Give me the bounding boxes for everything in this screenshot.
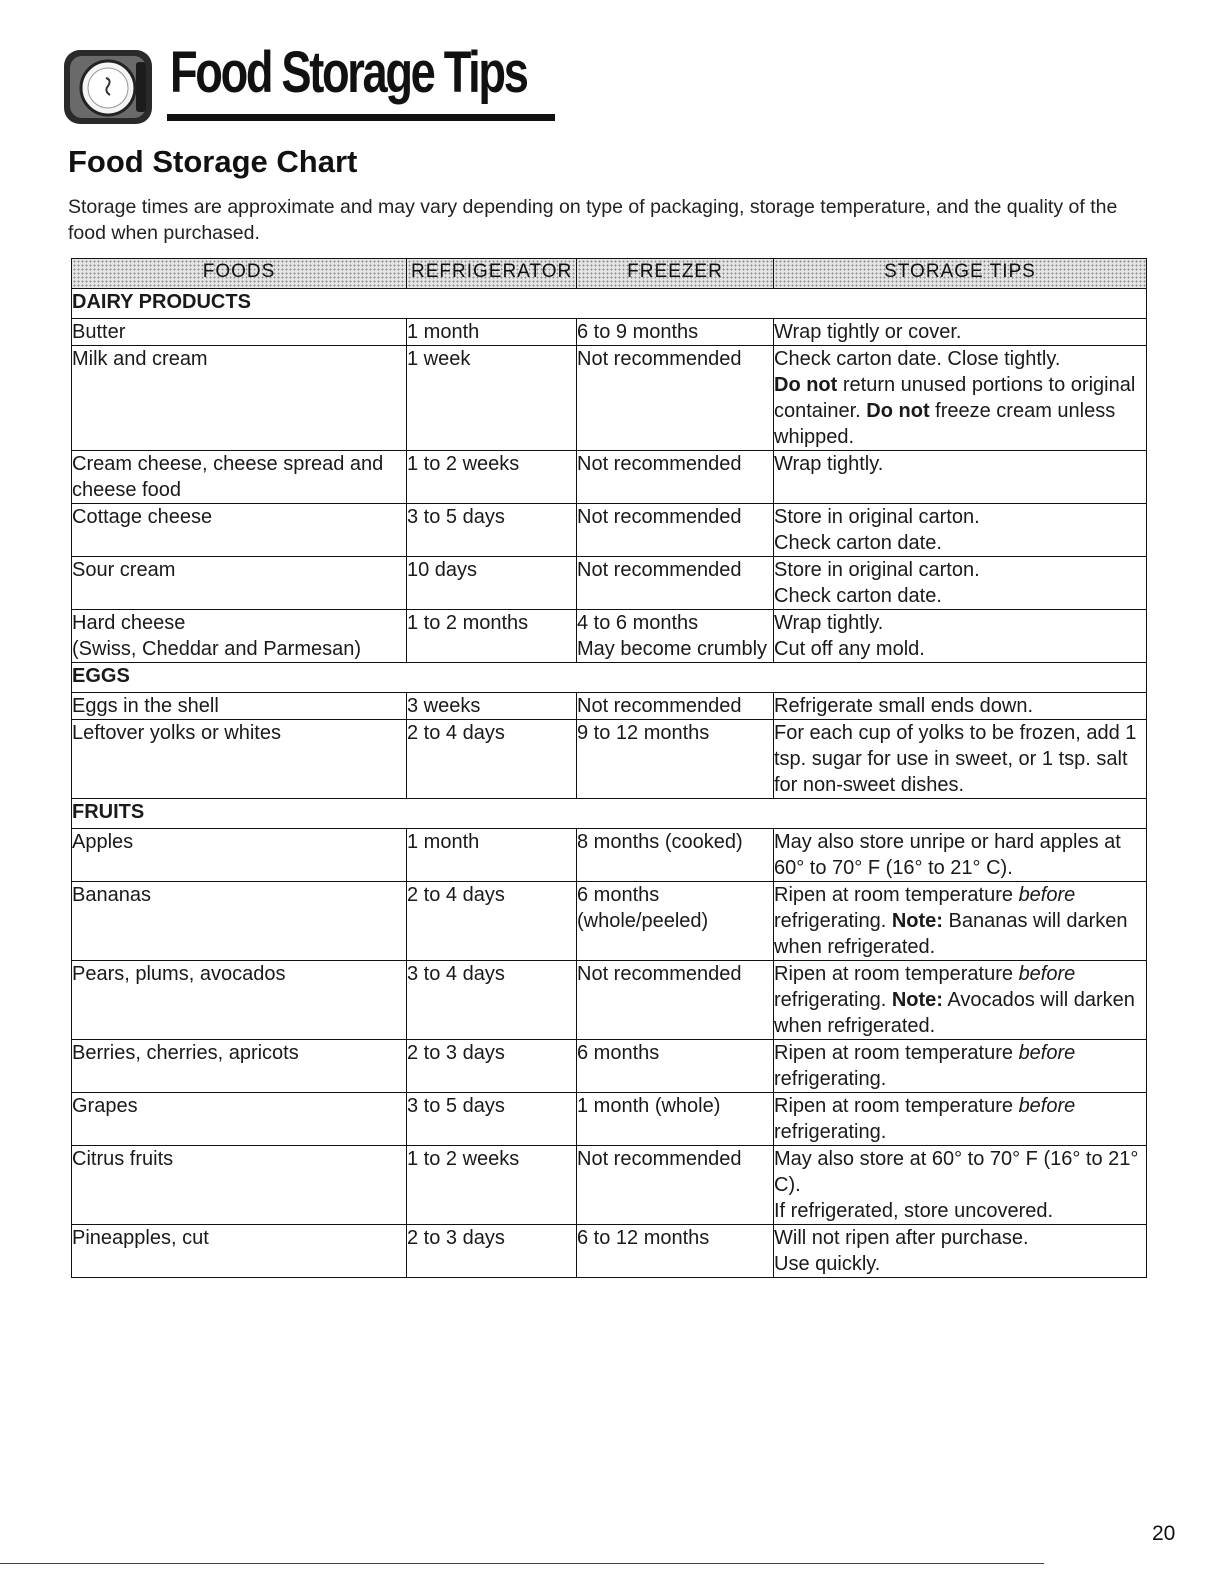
food-cell: Pears, plums, avocados [72, 961, 407, 1040]
tip-text: freeze cream unless whipped. [774, 400, 1116, 448]
table-row [72, 961, 1147, 1040]
table-row [72, 1146, 1147, 1225]
freezer-cell: Not recommended [577, 1146, 774, 1225]
table-header-row [72, 259, 1147, 289]
refrigerator-cell: 2 to 4 days [407, 720, 577, 799]
table-row [72, 882, 1147, 961]
food-storage-table [71, 258, 1147, 1278]
food-cell: Leftover yolks or whites [72, 720, 407, 799]
freezer-cell: 9 to 12 months [577, 720, 774, 799]
tip-cell [774, 1225, 1147, 1278]
freezer-cell: 6 to 12 months [577, 1225, 774, 1278]
page-number: 20 [1152, 1522, 1176, 1545]
tip-text: Ripen at room temperature [774, 1095, 1019, 1117]
tip-cell: May also store unripe or hard apples at 60° to 70° F (16° to 21° C). [774, 829, 1147, 882]
freezer-cell: 8 months (cooked) [577, 829, 774, 882]
column-header-refrigerator: REFRIGERATOR [407, 259, 577, 289]
tip-cell [774, 882, 1147, 961]
tip-line: If refrigerated, store uncovered. [774, 1200, 1054, 1222]
tip-text: refrigerating. [774, 1068, 887, 1090]
refrigerator-cell: 3 to 4 days [407, 961, 577, 1040]
tip-cell: Wrap tightly or cover. [774, 319, 1147, 346]
table-row [72, 1093, 1147, 1146]
refrigerator-cell: 1 month [407, 829, 577, 882]
tip-bold: Do not [866, 400, 930, 422]
tip-line: Cut off any mold. [774, 638, 925, 660]
tip-cell [774, 1093, 1147, 1146]
refrigerator-cell: 1 to 2 weeks [407, 1146, 577, 1225]
tip-line: Store in original carton. [774, 559, 980, 581]
food-cell: Cottage cheese [72, 504, 407, 557]
tip-cell [774, 610, 1147, 663]
page-title: Food Storage Tips [170, 40, 527, 105]
freezer-cell [577, 882, 774, 961]
footer-rule [0, 1563, 1044, 1564]
table-row [72, 829, 1147, 882]
tip-cell: Wrap tightly. [774, 451, 1147, 504]
table-row [72, 451, 1147, 504]
food-cell: Citrus fruits [72, 1146, 407, 1225]
section-title: Food Storage Chart [68, 144, 358, 179]
freezer-cell: 6 months [577, 1040, 774, 1093]
refrigerator-cell: 2 to 3 days [407, 1225, 577, 1278]
food-cell: Milk and cream [72, 346, 407, 451]
column-header-freezer: FREEZER [577, 259, 774, 289]
tip-cell: Refrigerate small ends down. [774, 693, 1147, 720]
tip-cell [774, 504, 1147, 557]
tip-text: return unused portions to original container. [774, 374, 1136, 422]
tip-text: refrigerating. [774, 910, 892, 932]
tip-text: Ripen at room temperature [774, 963, 1019, 985]
freezer-cell: Not recommended [577, 557, 774, 610]
table-row [72, 610, 1147, 663]
tip-text: Ripen at room temperature [774, 1042, 1019, 1064]
tip-text: Avocados will darken when refrigerated. [774, 989, 1135, 1037]
food-cell: Pineapples, cut [72, 1225, 407, 1278]
food-cell: Butter [72, 319, 407, 346]
table-row [72, 720, 1147, 799]
table-row [72, 1040, 1147, 1093]
freezer-cell: Not recommended [577, 451, 774, 504]
food-cell: Bananas [72, 882, 407, 961]
tip-italic: before [1018, 1095, 1076, 1117]
food-cell: Sour cream [72, 557, 407, 610]
category-row-dairy [72, 289, 1147, 319]
refrigerator-cell: 10 days [407, 557, 577, 610]
tip-line: Wrap tightly. [774, 612, 884, 634]
category-label: FRUITS [72, 799, 1147, 829]
tip-line: Check carton date. Close tightly. [774, 348, 1061, 370]
table-row [72, 346, 1147, 451]
refrigerator-cell: 1 month [407, 319, 577, 346]
food-cell: Cream cheese, cheese spread and cheese food [72, 451, 407, 504]
refrigerator-cell: 2 to 4 days [407, 882, 577, 961]
tip-text: Ripen at room temperature [774, 884, 1019, 906]
tip-bold: Do not [774, 374, 838, 396]
food-line: (Swiss, Cheddar and Parmesan) [72, 638, 362, 660]
refrigerator-cell: 1 week [407, 346, 577, 451]
intro-paragraph: Storage times are approximate and may vary depending on type of packaging, storage temperature, and the quality of the food when purchased. [68, 196, 1118, 244]
tip-cell [774, 1040, 1147, 1093]
table-row [72, 504, 1147, 557]
tip-line: Check carton date. [774, 585, 942, 607]
food-cell: Apples [72, 829, 407, 882]
refrigerator-cell: 3 to 5 days [407, 504, 577, 557]
tip-cell [774, 961, 1147, 1040]
table-row [72, 557, 1147, 610]
freezer-cell: 1 month (whole) [577, 1093, 774, 1146]
tip-cell [774, 346, 1147, 451]
tip-line: Use quickly. [774, 1253, 881, 1275]
tip-cell [774, 557, 1147, 610]
tip-line: May also store at 60° to 70° F (16° to 21° C). [774, 1148, 1139, 1196]
food-cell: Eggs in the shell [72, 693, 407, 720]
refrigerator-dial-icon [62, 48, 154, 126]
tip-text: Bananas will darken when refrigerated. [774, 910, 1128, 958]
tip-text: refrigerating. [774, 989, 892, 1011]
freezer-line: (whole/peeled) [577, 910, 709, 932]
category-row-fruits [72, 799, 1147, 829]
tip-line: Will not ripen after purchase. [774, 1227, 1029, 1249]
freezer-line: 6 months [577, 884, 660, 906]
title-underline [167, 114, 555, 121]
refrigerator-cell: 1 to 2 weeks [407, 451, 577, 504]
freezer-cell: Not recommended [577, 504, 774, 557]
tip-italic: before [1018, 884, 1076, 906]
refrigerator-cell: 3 to 5 days [407, 1093, 577, 1146]
table-row [72, 1225, 1147, 1278]
food-cell: Grapes [72, 1093, 407, 1146]
freezer-line: 4 to 6 months [577, 612, 699, 634]
freezer-cell: Not recommended [577, 693, 774, 720]
tip-cell: For each cup of yolks to be frozen, add 1 tsp. sugar for use in sweet, or 1 tsp. salt for non-sweet dishes. [774, 720, 1147, 799]
refrigerator-cell: 2 to 3 days [407, 1040, 577, 1093]
table-row [72, 319, 1147, 346]
tip-line [774, 372, 1146, 450]
freezer-cell [577, 610, 774, 663]
table-row [72, 693, 1147, 720]
category-row-eggs [72, 663, 1147, 693]
column-header-storage-tips: STORAGE TIPS [774, 259, 1147, 289]
refrigerator-cell: 1 to 2 months [407, 610, 577, 663]
tip-bold: Note: [891, 989, 943, 1011]
refrigerator-cell: 3 weeks [407, 693, 577, 720]
tip-italic: before [1018, 963, 1076, 985]
tip-cell [774, 1146, 1147, 1225]
freezer-cell: 6 to 9 months [577, 319, 774, 346]
column-header-foods: FOODS [72, 259, 407, 289]
freezer-cell: Not recommended [577, 961, 774, 1040]
food-cell [72, 610, 407, 663]
tip-line: Check carton date. [774, 532, 942, 554]
category-label: DAIRY PRODUCTS [72, 289, 1147, 319]
tip-bold: Note: [891, 910, 943, 932]
tip-italic: before [1018, 1042, 1076, 1064]
tip-text: refrigerating. [774, 1121, 887, 1143]
tip-line: Store in original carton. [774, 506, 980, 528]
freezer-cell: Not recommended [577, 346, 774, 451]
freezer-line: May become crumbly [577, 638, 768, 660]
food-line: Hard cheese [72, 612, 186, 634]
page-header [62, 38, 562, 128]
food-cell: Berries, cherries, apricots [72, 1040, 407, 1093]
category-label: EGGS [72, 663, 1147, 693]
